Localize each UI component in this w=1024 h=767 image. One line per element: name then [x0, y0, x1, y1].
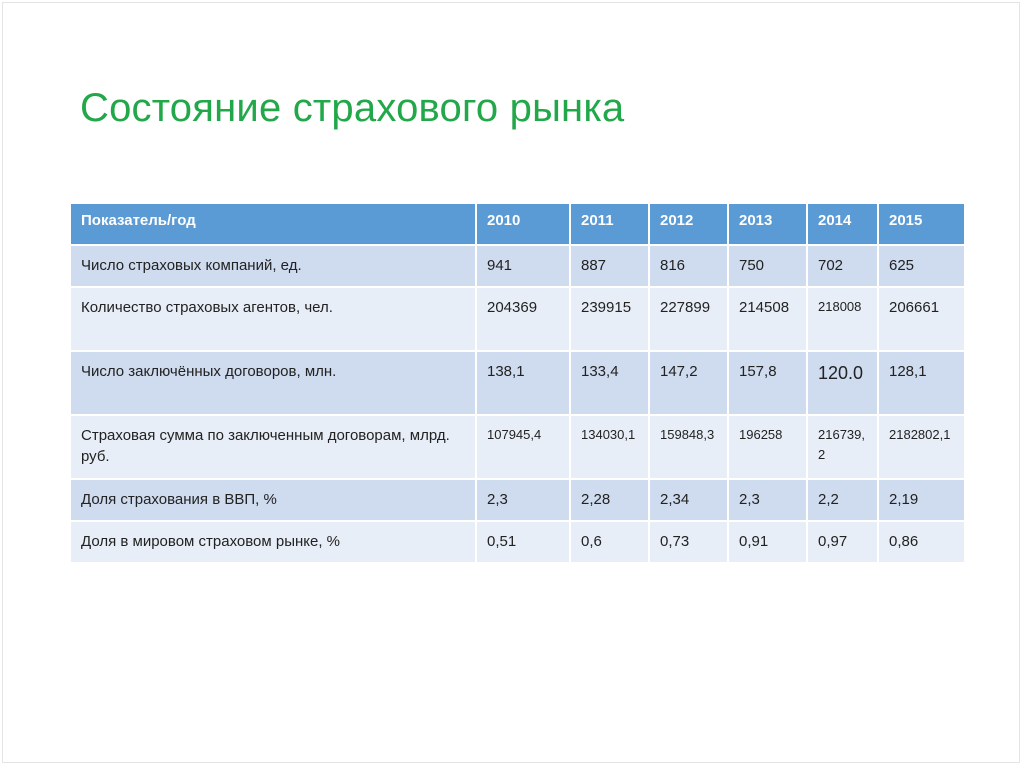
table-cell: 214508 [729, 288, 806, 350]
header-year: 2012 [650, 204, 727, 244]
row-label: Количество страховых агентов, чел. [71, 288, 475, 350]
table-cell: 2,28 [571, 480, 648, 520]
table-cell: 2182802,1 [879, 416, 964, 478]
row-label: Доля в мировом страховом рынке, % [71, 522, 475, 562]
table-cell: 216739,2 [808, 416, 877, 478]
header-year: 2015 [879, 204, 964, 244]
header-year: 2010 [477, 204, 569, 244]
table-cell: 0,6 [571, 522, 648, 562]
table-cell: 0,86 [879, 522, 964, 562]
table-cell: 2,2 [808, 480, 877, 520]
table-cell: 0,51 [477, 522, 569, 562]
table-cell: 147,2 [650, 352, 727, 414]
table-row [71, 480, 964, 520]
table-cell: 157,8 [729, 352, 806, 414]
table-row [71, 352, 964, 414]
table-cell: 887 [571, 246, 648, 286]
insurance-market-table [69, 202, 966, 564]
table-cell: 133,4 [571, 352, 648, 414]
table-cell: 218008 [808, 288, 877, 350]
table-cell: 138,1 [477, 352, 569, 414]
table-cell: 107945,4 [477, 416, 569, 478]
table-cell: 2,34 [650, 480, 727, 520]
table-cell: 0,91 [729, 522, 806, 562]
table-cell: 239915 [571, 288, 648, 350]
table-cell: 750 [729, 246, 806, 286]
table-cell: 206661 [879, 288, 964, 350]
table-cell: 2,3 [729, 480, 806, 520]
slide-title: Состояние страхового рынка [80, 86, 625, 130]
table-cell: 2,3 [477, 480, 569, 520]
table-cell: 120.0 [808, 352, 877, 414]
table-row [71, 246, 964, 286]
table-cell: 816 [650, 246, 727, 286]
table-cell: 196258 [729, 416, 806, 478]
header-year: 2013 [729, 204, 806, 244]
row-label: Страховая сумма по заключенным договорам, млрд. руб. [71, 416, 475, 478]
table-cell: 625 [879, 246, 964, 286]
table-row [71, 522, 964, 562]
header-year: 2011 [571, 204, 648, 244]
table-cell: 204369 [477, 288, 569, 350]
table-header-row [71, 204, 964, 244]
table-cell: 702 [808, 246, 877, 286]
table-cell: 134030,1 [571, 416, 648, 478]
table-cell: 2,19 [879, 480, 964, 520]
table-row [71, 288, 964, 350]
header-indicator: Показатель/год [71, 204, 475, 244]
table-cell: 0,97 [808, 522, 877, 562]
row-label: Доля страхования в ВВП, % [71, 480, 475, 520]
table-cell: 227899 [650, 288, 727, 350]
table-cell: 0,73 [650, 522, 727, 562]
table-cell: 941 [477, 246, 569, 286]
table-cell: 128,1 [879, 352, 964, 414]
row-label: Число страховых компаний, ед. [71, 246, 475, 286]
header-year: 2014 [808, 204, 877, 244]
row-label: Число заключённых договоров, млн. [71, 352, 475, 414]
table-row [71, 416, 964, 478]
table-cell: 159848,3 [650, 416, 727, 478]
